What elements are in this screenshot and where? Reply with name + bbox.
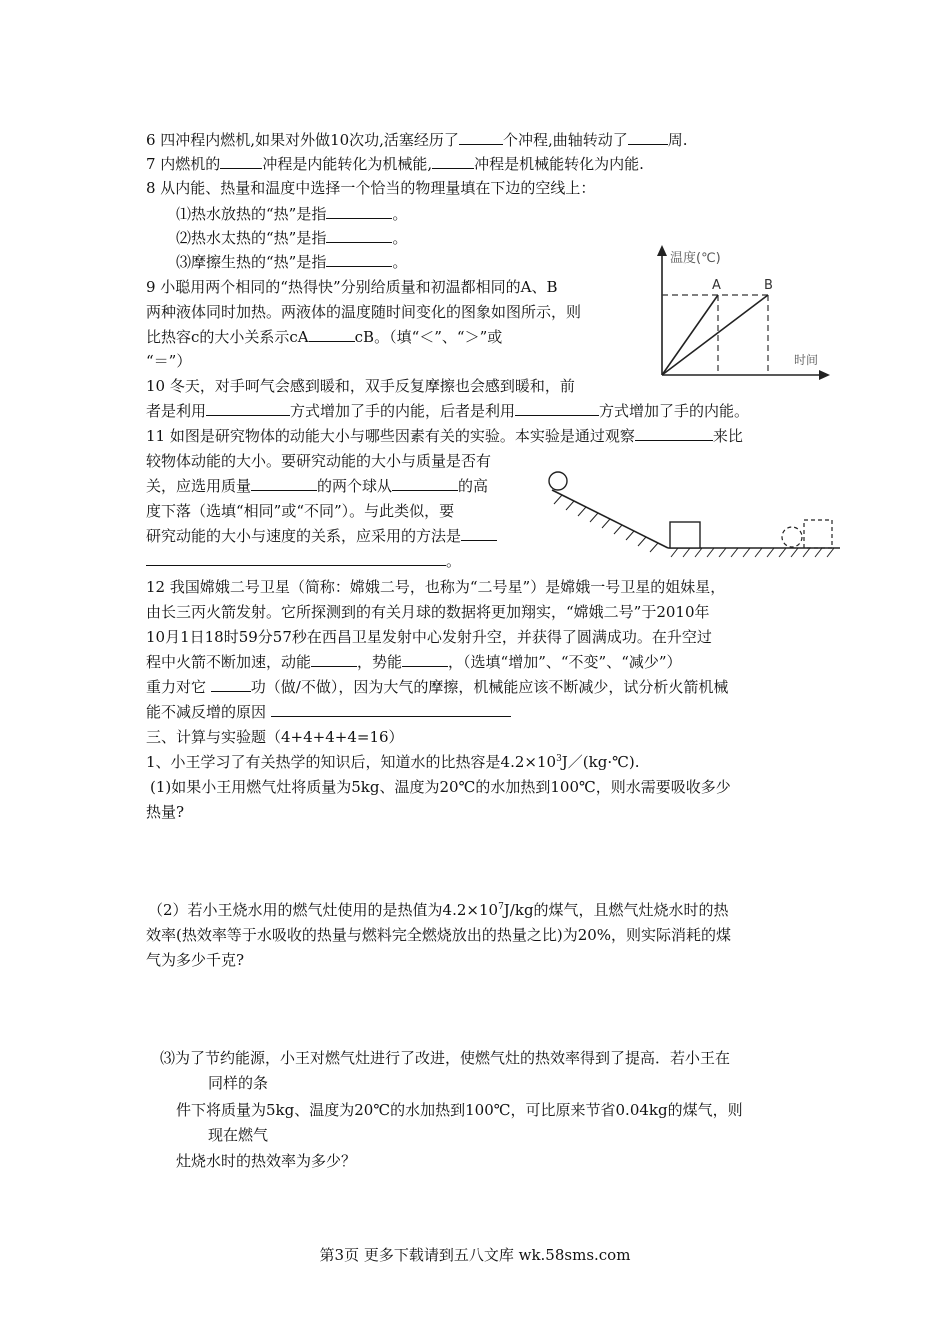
blank[interactable] (326, 227, 392, 243)
calc1-stem: 1、小王学习了有关热学的知识后，知道水的比热容是$4.2\times 10^3J/(kg\cdot℃)$. (146, 753, 640, 771)
q10-line-1: 10 冬天，对手呵气会感到暖和，双手反复摩擦也会感到暖和，前 (146, 377, 575, 395)
blank[interactable] (309, 326, 355, 342)
q8-item-1: ⑴热水放热的“热”是指 。 (176, 205, 408, 223)
calc1-part3-line-3: 件下将质量为5kg、温度为20℃的水加热到100℃，可比原来节省0.04kg的煤气，则 (176, 1101, 743, 1119)
label-a: A (712, 278, 721, 293)
blank[interactable] (211, 676, 251, 692)
q9-line-4: “＝”） (146, 352, 192, 370)
label-b: B (764, 278, 773, 293)
blank[interactable] (326, 203, 392, 219)
blank[interactable] (515, 400, 599, 416)
blank[interactable] (271, 701, 511, 717)
blank[interactable] (628, 129, 668, 145)
blank[interactable] (220, 153, 262, 169)
q9-line-2: 两种液体同时加热。两液体的温度随时间变化的图象如图所示，则 (146, 303, 582, 321)
blank[interactable] (392, 475, 458, 491)
calc1-part2-line-3: 气为多少千克? (146, 951, 245, 969)
blank[interactable] (251, 475, 317, 491)
q11-line-1: 11 如图是研究物体的动能大小与哪些因素有关的实验。本实验是通过观察 来比 (146, 427, 743, 445)
blank[interactable] (402, 651, 448, 667)
x-axis-arrow (819, 370, 830, 380)
q11-line-5: 研究动能的大小与速度的关系，应采用的方法是 (146, 524, 497, 548)
blank[interactable] (459, 129, 503, 145)
q7-line: 7 内燃机的 冲程是内能转化为机械能, 冲程是机械能转化为内能. (146, 155, 644, 173)
q11-line-6: 。 (146, 549, 461, 573)
q11-line-3: 关，应选用质量 的两个球从 的高 (146, 477, 489, 495)
ball (549, 472, 567, 490)
q6-line: 6 四冲程内燃机,如果对外做10次功,活塞经历了 个冲程,曲轴转动了 周. (146, 131, 688, 149)
blank[interactable] (432, 153, 474, 169)
blank[interactable] (635, 425, 713, 441)
calc1-part2-line-2: 效率(热效率等于水吸收的热量与燃料完全燃烧放出的热量之比)为20%，则实际消耗的煤 (146, 926, 732, 944)
ramp-apparatus-figure (540, 464, 842, 560)
blank[interactable] (326, 251, 392, 267)
q9-line-1: 9 小聪用两个相同的“热得快”分别给质量和初温都相同的A、B (146, 278, 558, 296)
y-axis-arrow (657, 245, 667, 256)
q8-stem: 8 从内能、热量和温度中选择一个恰当的物理量填在下边的空线上： (146, 179, 596, 197)
q12-line-4: 程中火箭不断加速，动能 ，势能 ，（选填“增加”、“不变”、“减少”） (146, 653, 682, 671)
line-b (662, 295, 768, 375)
calc1-part2-line-1: （2）若小王烧水用的燃气灶使用的是热值为$4.2\times 10^7J/kg$的煤气，且燃气灶烧水时的热 (148, 901, 729, 919)
page-footer: 第3页 更多下载请到五八文库 wk.58sms.com (319, 1246, 631, 1264)
block (670, 522, 700, 548)
calc1-part3-line-1: ⑶为了节约能源，小王对燃气灶进行了改进，使燃气灶的热效率得到了提高．若小王在 (160, 1049, 731, 1067)
q9-line-3: 比热容c的大小关系示cA cB。（填“＜”、“＞”或 (146, 328, 503, 346)
line-a (662, 295, 718, 375)
q8-item-3: ⑶摩擦生热的“热”是指 。 (176, 253, 408, 271)
q11-line-4: 度下落（选填“相同”或“不同”）。与此类似，要 (146, 502, 455, 520)
section-title: 三、计算与实验题（4+4+4+4=16） (146, 728, 404, 746)
q12-line-1: 12 我国嫦娥二号卫星（简称：嫦娥二号，也称为“二号星”）是嫦娥一号卫星的姐妹星， (146, 578, 726, 596)
y-axis-label: 温度(℃) (670, 251, 721, 266)
calc1-part1-line-1: (1)如果小王用燃气灶将质量为5kg、温度为20℃的水加热到100℃，则水需要吸收多少 (150, 778, 731, 796)
q11-line-2: 较物体动能的大小。要研究动能的大小与质量是否有 (146, 452, 492, 470)
temperature-time-graph (652, 242, 832, 384)
ball-dashed (782, 527, 802, 547)
q12-line-5: 重力对它 功（做/不做），因为大气的摩擦，机械能应该不断减少，试分析火箭机械 (146, 678, 729, 696)
q10-line-2: 者是利用 方式增加了手的内能，后者是利用 方式增加了手的内能。 (146, 402, 750, 420)
blank[interactable] (311, 651, 357, 667)
calc1-part3-line-4: 现在燃气 (208, 1126, 269, 1144)
q12-line-2: 由长三丙火箭发射。它所探测到的有关月球的数据将更加翔实，“嫦娥二号”于2010年 (146, 603, 710, 621)
block-dashed (804, 520, 832, 548)
incline-hatching (554, 495, 658, 552)
ground-hatching (671, 548, 834, 557)
blank[interactable] (461, 525, 497, 541)
q12-line-3: 10月1日18时59分57秒在西昌卫星发射中心发射升空，并获得了圆满成功。在升空过 (146, 628, 712, 646)
x-axis-label: 时间 (794, 353, 819, 367)
calc1-part3-line-2: 同样的条 (208, 1074, 269, 1092)
calc1-part3-line-5: 灶烧水时的热效率为多少？ (176, 1152, 357, 1170)
q8-item-2: ⑵热水太热的“热”是指 。 (176, 229, 408, 247)
blank[interactable] (146, 550, 446, 566)
blank[interactable] (206, 400, 290, 416)
calc1-part1-line-2: 热量? (146, 803, 185, 821)
q12-line-6: 能不减反增的原因 (146, 700, 511, 724)
